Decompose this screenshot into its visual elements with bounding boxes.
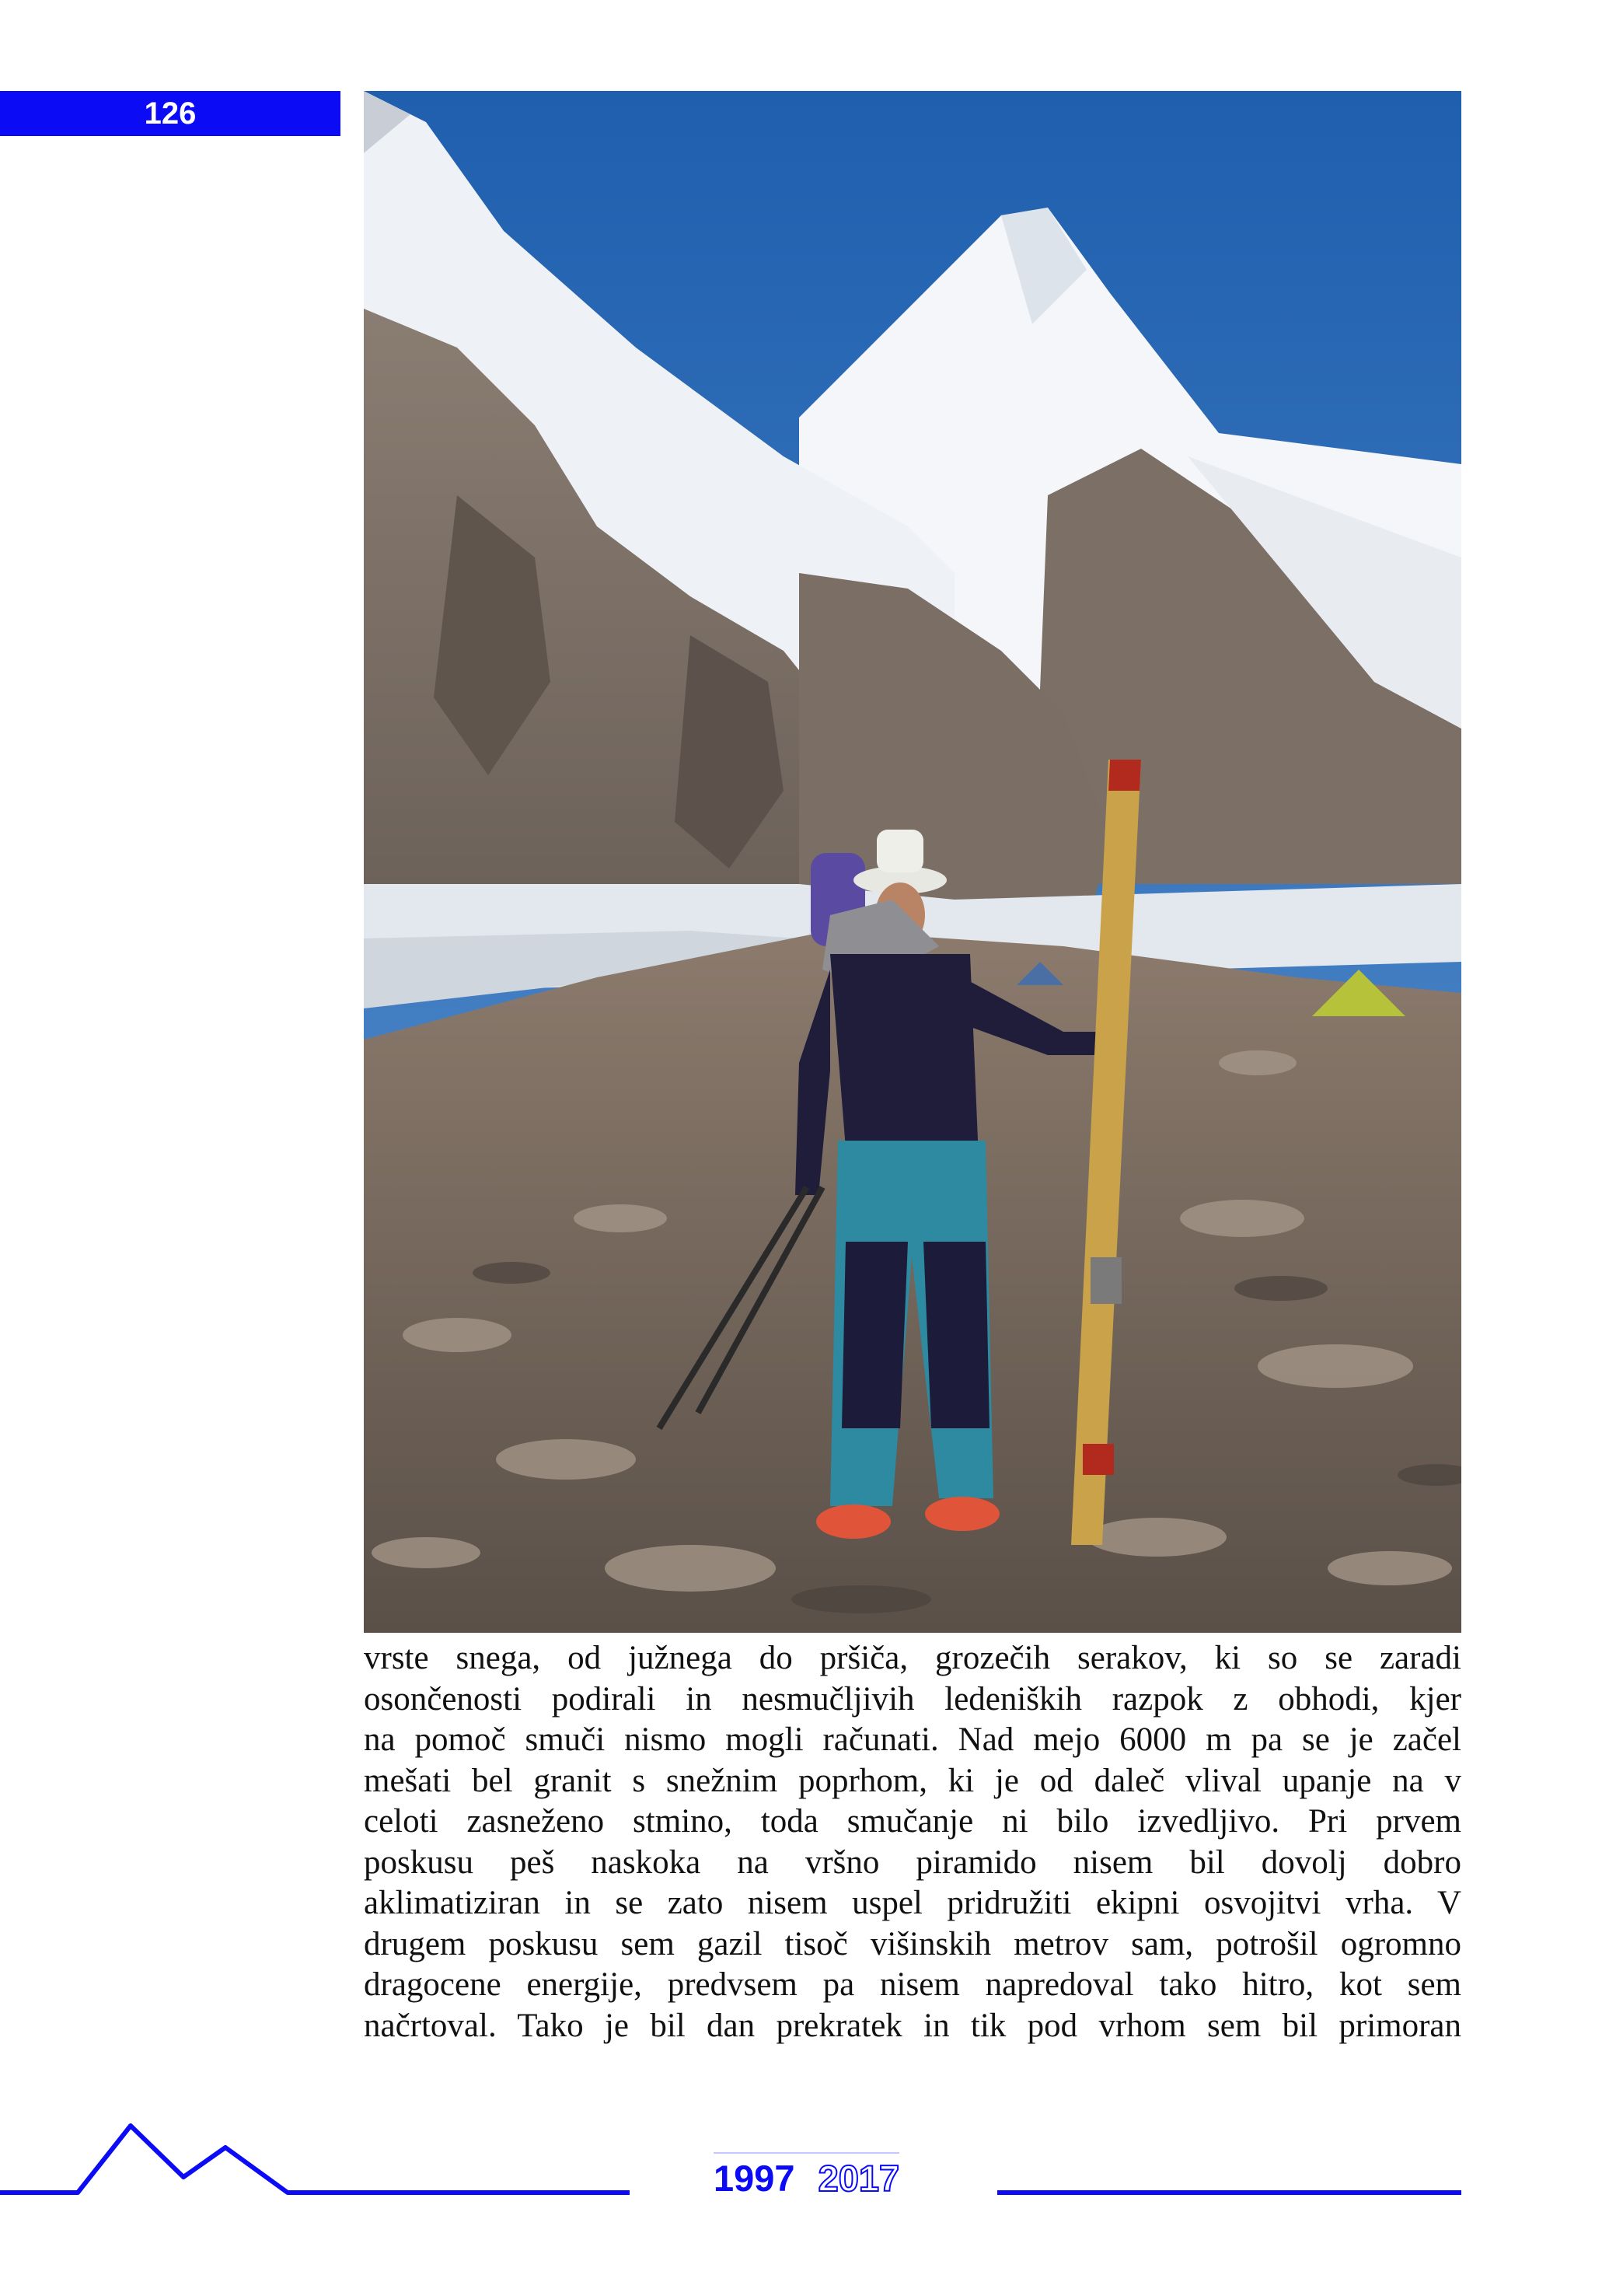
year-start: 1997: [714, 2158, 795, 2199]
year-end: 2017: [818, 2158, 900, 2199]
footer-years: [714, 2152, 899, 2203]
text-line: celoti zasneženo stmino, toda smučanje ni bilo izvedljivo. Pri prvem: [364, 1803, 1461, 1840]
text-line: drugem poskusu sem gazil tisoč višinskih metrov sam, potrošil ogromno: [364, 1925, 1461, 1962]
text-line: mešati bel granit s snežnim poprhom, ki je od daleč vlival upanje na v: [364, 1762, 1461, 1799]
text-line: aklimatiziran in se zato nisem uspel pridružiti ekipni osvojitvi vrha. V: [364, 1885, 1461, 1921]
text-line: na pomoč smuči nismo mogli računati. Nad mejo 6000 m pa se je začel: [364, 1721, 1461, 1758]
page-number: 126: [0, 91, 340, 136]
text-line: vrste snega, od južnega do pršiča, grozečih serakov, ki so se zaradi: [364, 1640, 1461, 1676]
text-line: poskusu peš naskoka na vršno piramido nisem bil dovolj dobro: [364, 1843, 1461, 1881]
text-line: dragocene energije, predvsem pa nisem napredoval tako hitro, kot sem: [364, 1966, 1461, 2003]
text-line: osončenosti podirali in nesmučljivih ledeniških razpok z obhodi, kjer: [364, 1680, 1461, 1718]
photo-skier-mountain: [364, 91, 1461, 1633]
body-text: [364, 1638, 1461, 2046]
text-line: načrtoval. Tako je bil dan prekratek in tik pod vrhom sem bil primoran: [364, 2007, 1461, 2044]
photo-illustration: [364, 91, 1461, 1633]
